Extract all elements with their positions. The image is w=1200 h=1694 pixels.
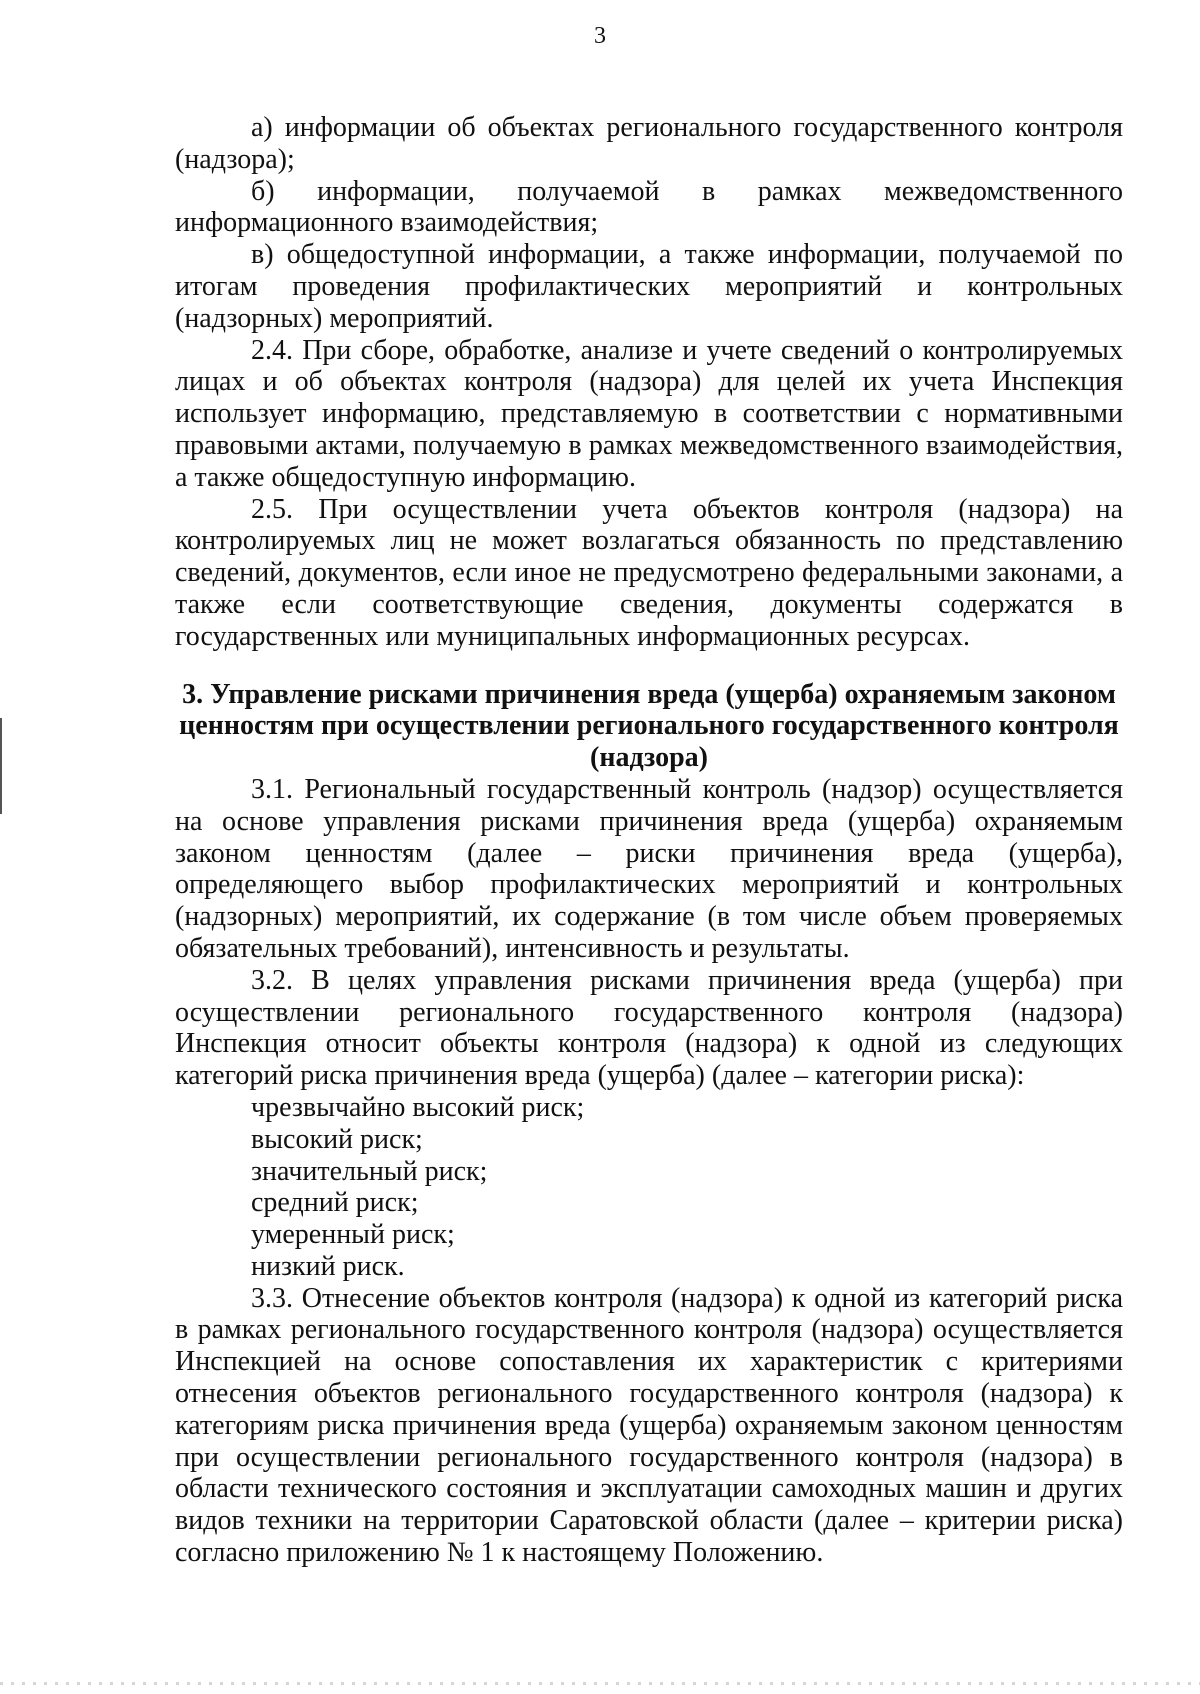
paragraph-3-3: 3.3. Отнесение объектов контроля (надзора) к одной из категорий риска в рамках регионального государственного контроля (надзора) осуществляется Инспекцией на основе сопоставления их характеристик с критериями отнесения объектов регионального государственного контроля (надзора) к категориям риска причинения вреда (ущерба) охраняемым законом ценностям при осуществлении регионального государственного контроля (надзора) в области технического состояния и эксплуатации самоходных машин и других видов техники на территории Саратовской области (далее – критерии риска) согласно приложению № 1 к настоящему Положению. <box>175 1282 1123 1569</box>
paragraph-b: б) информации, получаемой в рамках межведомственного информационного взаимодействия; <box>175 175 1123 239</box>
paragraph-2-4: 2.4. При сборе, обработке, анализе и учете сведений о контролируемых лицах и об объектах контроля (надзора) для целей их учета Инспекция использует информацию, представляемую в соответствии с нормативными правовыми актами, получаемую в рамках межведомственного взаимодействия, а также общедоступную информацию. <box>175 334 1123 493</box>
list-item: средний риск; <box>251 1187 419 1219</box>
list-item: значительный риск; <box>251 1155 488 1187</box>
page-number: 3 <box>594 23 606 49</box>
list-item: низкий риск. <box>251 1250 405 1282</box>
paragraph-2-5: 2.5. При осуществлении учета объектов контроля (надзора) на контролируемых лиц не может возлагаться обязанность по представлению сведений, документов, если иное не предусмотрено федеральными законами, а также если соответствующие сведения, документы содержатся в государственных или муниципальных информационных ресурсах. <box>175 493 1123 652</box>
section-3-heading: 3. Управление рисками причинения вреда (ущерба) охраняемым законом ценностям при осуществлении регионального государственного контроля (надзора) <box>179 678 1119 774</box>
paragraph-v: в) общедоступной информации, а также информации, получаемой по итогам проведения профилактических мероприятий и контрольных (надзорных) мероприятий. <box>175 239 1123 334</box>
list-item: умеренный риск; <box>251 1219 455 1251</box>
list-item: высокий риск; <box>251 1123 423 1155</box>
paragraph-3-2: 3.2. В целях управления рисками причинения вреда (ущерба) при осуществлении регионального государственного контроля (надзора) Инспекция относит объекты контроля (надзора) к одной из следующих категорий риска причинения вреда (ущерба) (далее – категории риска): <box>175 964 1123 1092</box>
list-item: чрезвычайно высокий риск; <box>251 1091 585 1123</box>
scan-bottom-edge <box>0 1682 1200 1685</box>
paragraph-a: а) информации об объектах регионального государственного контроля (надзора); <box>175 112 1123 175</box>
paragraph-3-1: 3.1. Региональный государственный контроль (надзор) осуществляется на основе управления рисками причинения вреда (ущерба) охраняемым законом ценностям (далее – риски причинения вреда (ущерба), определяющего выбор профилактических мероприятий и контрольных (надзорных) мероприятий, их содержание (в том числе объем проверяемых обязательных требований), интенсивность и результаты. <box>175 773 1123 964</box>
risk-category-list <box>175 1092 1123 1283</box>
scan-margin-mark <box>0 718 2 814</box>
document-body <box>175 112 1123 1569</box>
